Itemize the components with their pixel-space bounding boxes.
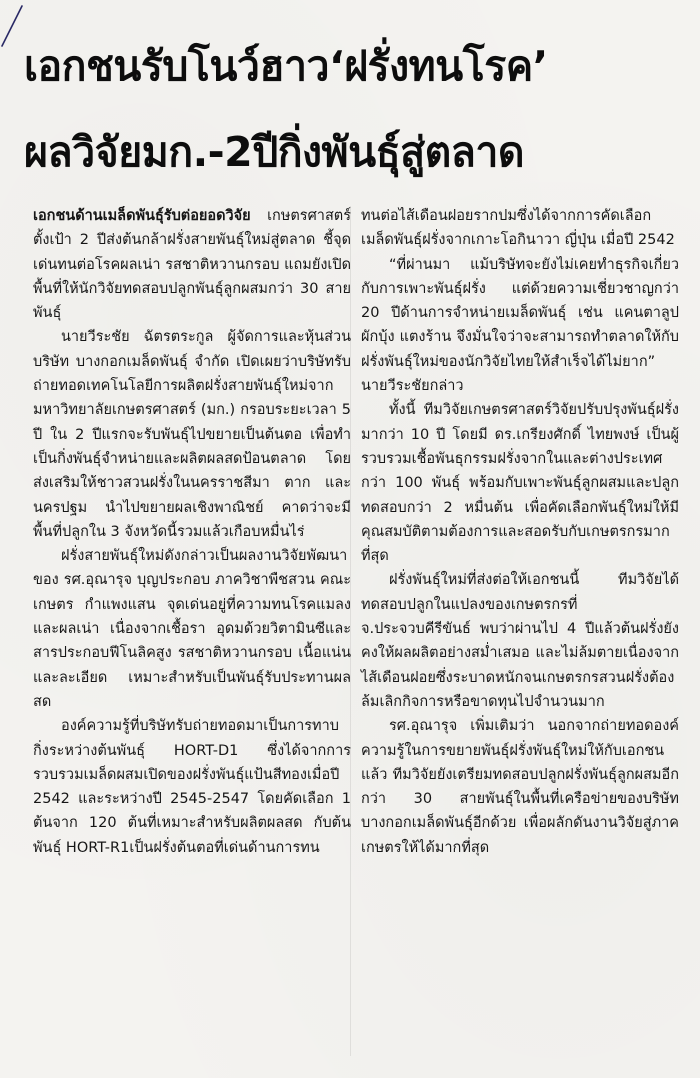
article-paragraph: ฝรั่งสายพันธุ์ใหม่ดังกล่าวเป็นผลงานวิจัยพัฒนาของ รศ.อุณารุจ บุญประกอบ ภาควิชาพืชสวน คณะเกษตร กำแพงแสน จุดเด่นอยู่ที่ความทนโรคแมลงและผลเน่า เนื่องจากเชื้อรา อุดมด้วยวิตามินซีและสารประกอบฟีโนลิคสูง รสชาติหวานกรอบ เนื้อแน่นและละเอียด เหมาะสำหรับเป็นพันธุ์รับประทานผลสด [33, 548, 351, 710]
article-column-right [361, 204, 679, 860]
headline-line-2: ผลวิจัยมก.-2ปีกิ่งพันธุ์สู่ตลาด [24, 128, 525, 176]
article-paragraph: “ที่ผ่านมา แม้บริษัทจะยังไม่เคยทำธุรกิจเกี่ยวกับการเพาะพันธุ์ฝรั่ง แต่ด้วยความเชี่ยวชาญกว่า 20 ปีด้านการจำหน่ายเมล็ดพันธุ์ เช่น แคนตาลูป ผักบุ้ง แตงร้าน จึงมั่นใจว่าจะสามารถทำตลาดให้กับฝรั่งพันธุ์ใหม่ของนักวิจัยไทยให้สำเร็จได้ไม่ยาก” นายวีระชัยกล่าว [361, 256, 679, 395]
article-column-left [33, 204, 351, 860]
article-lead-paragraph [33, 204, 351, 325]
article-paragraph: นายวีระชัย ฉัตรตระกูล ผู้จัดการและหุ้นส่วนบริษัท บางกอกเมล็ดพันธุ์ จำกัด เปิดเผยว่าบริษัทรับถ่ายทอดเทคโนโลยีการผลิตฝรั่งสายพันธุ์ใหม่จากมหาวิทยาลัยเกษตรศาสตร์ (มก.) กรอบระยะเวลา 5 ปี ใน 2 ปีแรกจะรับพันธุ์ไปขยายเป็นต้นตอ เพื่อทำเป็นกิ่งพันธุ์จำหน่ายและผลิตผลสดป้อนตลาด โดยส่งเสริมให้ชาวสวนฝรั่งในนครราชสีมา ตาก และนครปฐม นำไปขยายผลเชิงพาณิชย์ คาดว่าจะมีพื้นที่ปลูกใน 3 จังหวัดนี้รวมแล้วเกือบหมื่นไร่ [33, 329, 351, 540]
article-paragraph: รศ.อุณารุจ เพิ่มเติมว่า นอกจากถ่ายทอดองค์ความรู้ในการขยายพันธุ์ฝรั่งพันธุ์ใหม่ให้กับเอกชนแล้ว ทีมวิจัยยังเตรียมทดสอบปลูกฝรั่งพันธุ์ลูกผสมอีกกว่า 30 สายพันธุ์ในพื้นที่เครือข่ายของบริษัท บางกอกเมล็ดพันธุ์อีกด้วย เพื่อผลักดันงานวิจัยสู่ภาคเกษตรให้ได้มากที่สุด [361, 718, 679, 856]
article-paragraph: ทั้งนี้ ทีมวิจัยเกษตรศาสตร์วิจัยปรับปรุงพันธุ์ฝรั่งมากว่า 10 ปี โดยมี ดร.เกรียงศักดิ์ ไทยพงษ์ เป็นผู้รวบรวมเชื้อพันธุกรรมฝรั่งจากในและต่างประเทศกว่า 100 พันธุ์ พร้อมกับเพาะพันธุ์ลูกผสมและปลูกทดสอบกว่า 2 หมื่นต้น เพื่อคัดเลือกพันธุ์ใหม่ให้มีคุณสมบัติตามต้องการและสอดรับกับเกษตรกรมากที่สุด [361, 402, 679, 565]
article-paragraph: องค์ความรู้ที่บริษัทรับถ่ายทอดมาเป็นการทาบกิ่งระหว่างต้นพันธุ์ HORT-D1 ซึ่งได้จากการรวบรวมเมล็ดผสมเปิดของฝรั่งพันธุ์แป้นสีทองเมื่อปี 2542 และระหว่างปี 2545-2547 โดยคัดเลือก 1 ต้นจาก 120 ต้นที่เหมาะสำหรับผลิตผลสด กับต้นพันธุ์ HORT-R1เป็นฝรั่งต้นตอที่เด่นด้านการทน [33, 718, 351, 856]
article-lead: เอกชนด้านเมล็ดพันธุ์รับต่อยอดวิจัย [33, 208, 251, 224]
article-paragraph: เกษตรศาสตร์ ตั้งเป้า 2 ปีส่งต้นกล้าฝรั่งสายพันธุ์ใหม่สู่ตลาด ชี้จุดเด่นทนต่อโรคผลเน่า รสชาติหวานกรอบ แถมยังเปิดพื้นที่ให้นักวิจัยทดสอบปลูกพันธุ์ลูกผสมกว่า 30 สายพันธุ์ [33, 208, 351, 322]
article-paragraph: ทนต่อไส้เดือนฝอยรากปมซึ่งได้จากการคัดเลือกเมล็ดพันธุ์ฝรั่งจากเกาะโอกินาวา ญี่ปุ่น เมื่อปี 2542 [361, 208, 675, 249]
article-paragraph: ฝรั่งพันธุ์ใหม่ที่ส่งต่อให้เอกชนนี้ ทีมวิจัยได้ทดสอบปลูกในแปลงของเกษตรกรที่ จ.ประจวบคีรีขันธ์ พบว่าผ่านไป 4 ปีแล้วต้นฝรั่งยังคงให้ผลผลิตอย่างสม่ำเสมอ และไม่ล้มตายเนื่องจากไส้เดือนฝอยซึ่งระบาดหนักจนเกษตรกรสวนฝรั่งต้องล้มเลิกกิจการหรือขาดทุนไปจำนวนมาก [361, 572, 679, 710]
headline-line-1: เอกชนรับโนว์ฮาว‘ฝรั่งทนโรค’ [24, 42, 548, 90]
